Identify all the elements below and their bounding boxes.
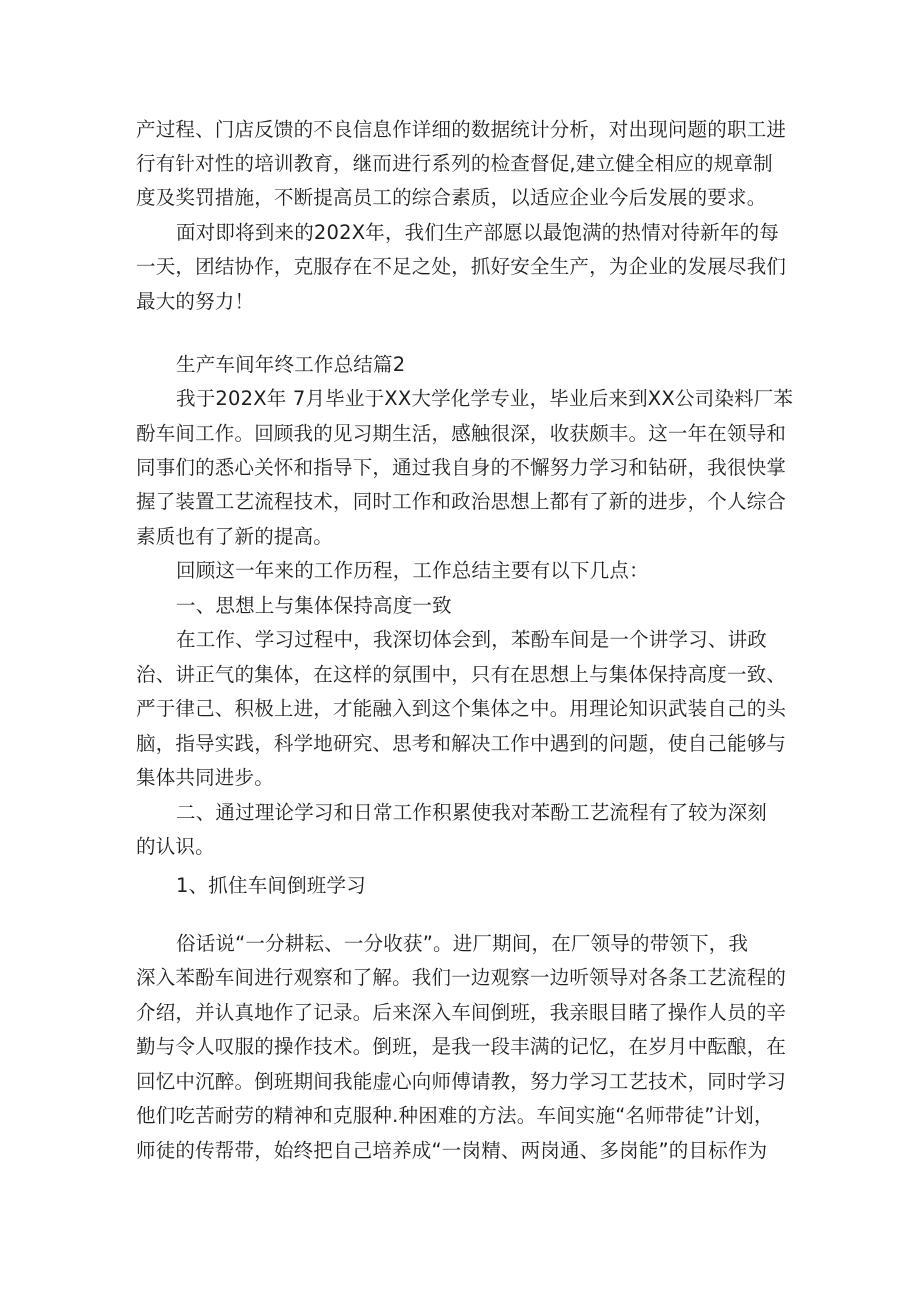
paragraph-line: 同事们的悉心关怀和指导下，通过我自身的不懈努力学习和钻研，我很快掌: [136, 456, 787, 479]
paragraph-line: 酚车间工作。回顾我的见习期生活，感触很深，收获颇丰。这一年在领导和: [136, 422, 787, 445]
paragraph-line: 的认识。: [136, 835, 215, 858]
paragraph-line: 治、讲正气的集体，在这样的氛围中，只有在思想上与集体保持高度一致、: [136, 663, 787, 686]
subsection-heading: 一、思想上与集体保持高度一致: [176, 594, 452, 617]
paragraph-line: 面对即将到来的202X年，我们生产部愿以最饱满的热情对待新年的每: [176, 221, 779, 244]
subsection-heading: 二、通过理论学习和日常工作积累使我对苯酚工艺流程有了较为深刻: [176, 801, 768, 824]
paragraph-line: 回顾这一年来的工作历程，工作总结主要有以下几点：: [176, 559, 649, 582]
paragraph-line: 行有针对性的培训教育，继而进行系列的检查督促,建立健全相应的规章制: [136, 152, 773, 175]
paragraph-line: 素质也有了新的提高。: [136, 525, 334, 548]
paragraph-line: 脑，指导实践，科学地研究、思考和解决工作中遇到的问题，使自己能够与: [136, 732, 787, 755]
numbered-heading: 1、抓住车间倒班学习: [176, 874, 366, 897]
paragraph-line: 介绍，并认真地作了记录。后来深入车间倒班，我亲眼目睹了操作人员的辛: [136, 1001, 787, 1024]
paragraph-line: 产过程、门店反馈的不良信息作详细的数据统计分析，对出现问题的职工进: [136, 118, 787, 141]
paragraph-line: 在工作、学习过程中，我深切体会到，苯酚车间是一个讲学习、讲政: [176, 628, 768, 651]
paragraph-line: 师徒的传帮带，始终把自己培养成“一岗精、两岗通、多岗能”的目标作为: [136, 1139, 768, 1162]
paragraph-line: 严于律己、积极上进，才能融入到这个集体之中。用理论知识武装自己的头: [136, 697, 787, 720]
paragraph-line: 我于202X年 7月毕业于XX大学化学专业，毕业后来到XX公司染料厂苯: [176, 387, 794, 410]
paragraph-line: 深入苯酚车间进行观察和了解。我们一边观察一边听领导对各条工艺流程的: [136, 966, 787, 989]
paragraph-line: 握了装置工艺流程技术，同时工作和政治思想上都有了新的进步，个人综合: [136, 490, 787, 513]
paragraph-line: 最大的努力！: [136, 290, 255, 313]
paragraph-line: 度及奖罚措施，不断提高员工的综合素质，以适应企业今后发展的要求。: [136, 186, 767, 209]
paragraph-line: 勤与令人叹服的操作技术。倒班，是我一段丰满的记忆，在岁月中酝酿，在: [136, 1035, 787, 1058]
paragraph-line: 一天，团结协作，克服存在不足之处，抓好安全生产，为企业的发展尽我们: [136, 255, 787, 278]
section-title: 生产车间年终工作总结篇2: [176, 353, 406, 376]
paragraph-line: 他们吃苦耐劳的精神和克服种.种困难的方法。车间实施“名师带徒”计划，: [136, 1104, 774, 1127]
paragraph-line: 回忆中沉醉。倒班期间我能虚心向师傅请教，努力学习工艺技术，同时学习: [136, 1070, 787, 1093]
paragraph-line: 集体共同进步。: [136, 766, 274, 789]
paragraph-line: 俗话说“一分耕耘、一分收获”。进厂期间，在厂领导的带领下，我: [176, 932, 749, 955]
